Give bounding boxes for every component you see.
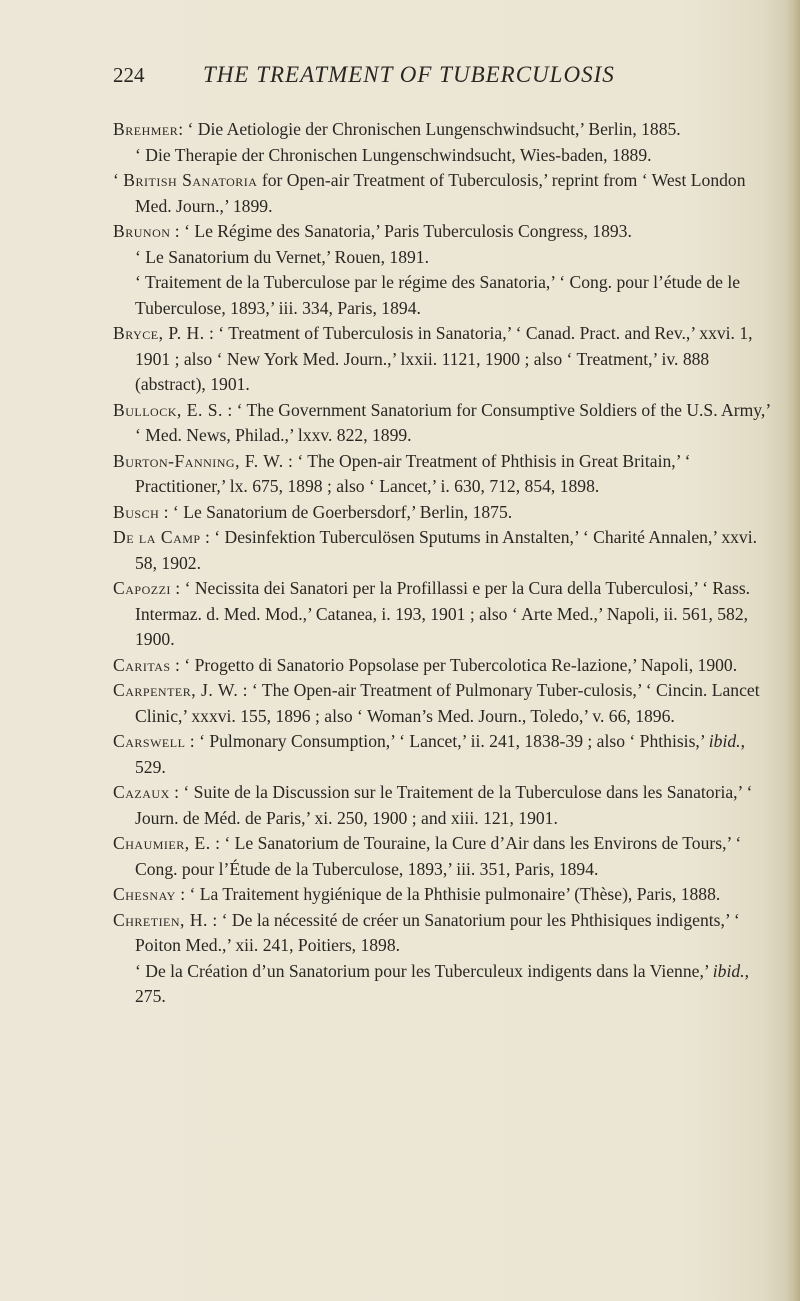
bibliography-entry — [113, 831, 773, 882]
entry-text: ‘ Traitement de la Tuberculose par le régime des Sanatoria,’ ‘ Cong. pour l’étude de le Tuberculose, 1893,’ iii. 334, Paris, 1894. — [135, 272, 741, 318]
entry-text: : ‘ Suite de la Discussion sur le Traitement de la Tuberculose dans les Sanatoria,’ ‘ Journ. de Méd. de Paris,’ xi. 250, 1900 ; and xiii. 121, 1901. — [135, 782, 753, 828]
bibliography-subentry — [113, 245, 773, 271]
entry-text: : ‘ Treatment of Tuberculosis in Sanatoria,’ ‘ Canad. Pract. and Rev.,’ xxvi. 1, 1901 ; also ‘ New York Med. Journ.,’ lxxii. 1121, 1900 ; also ‘ Treatment,’ iv. 888 (abstract), 1901. — [135, 323, 753, 394]
entry-author: Bullock, E. S. — [113, 399, 223, 420]
entry-text: : ‘ Progetto di Sanatorio Popsolase per Tubercolotica Re-lazione,’ Napoli, 1900. — [170, 654, 738, 675]
entry-author: Chaumier, E. — [113, 833, 211, 853]
entry-author: Chesnay — [113, 884, 176, 904]
page-edge-shadow — [786, 0, 800, 1301]
bibliography-entry — [113, 321, 773, 398]
entry-author: British Sanatoria — [123, 170, 258, 190]
bibliography-entry — [113, 117, 773, 143]
entry-author: Brunon — [113, 221, 171, 241]
entry-text: : ‘ Necissita dei Sanatori per la Profillassi e per la Cura della Tuberculosi,’ ‘ Rass. Intermaz. d. Med. Mod.,’ Catanea, i. 193, 1901 ; also ‘ Arte Med.,’ Napoli, ii. 561, 582, 1900. — [135, 578, 751, 649]
entry-text: ‘ Le Sanatorium du Vernet,’ Rouen, 1891. — [135, 246, 429, 267]
bibliography-subentry — [113, 270, 773, 321]
entry-author: Chretien, H. — [113, 909, 208, 930]
entry-text: : ‘ Le Régime des Sanatoria,’ Paris Tuberculosis Congress, 1893. — [170, 221, 632, 241]
entry-italic: ibid. — [712, 960, 745, 981]
entry-author: Burton-Fanning, F. W. — [113, 450, 284, 471]
entry-text: : ‘ De la nécessité de créer un Sanatorium pour les Phthisiques indigents,’ ‘ Poiton Med.,’ xii. 241, Poitiers, 1898. — [135, 909, 740, 955]
entry-text: : ‘ The Government Sanatorium for Consumptive Soldiers of the U.S. Army,’ ‘ Med. News, Philad.,’ lxxv. 822, 1899. — [135, 399, 770, 445]
entry-text: : ‘ La Traitement hygiénique de la Phthisie pulmonaire’ (Thèse), Paris, 1888. — [175, 884, 721, 904]
entry-lead: ‘ — [113, 170, 124, 190]
entry-author: Caritas — [113, 654, 171, 675]
entry-text: , 529. — [135, 731, 745, 777]
entry-author: Busch — [113, 501, 160, 522]
bibliography-entry — [113, 219, 773, 245]
entry-author: Bryce, P. H. — [113, 323, 205, 343]
entry-author: De la Camp — [113, 527, 201, 547]
entry-author: Carpenter, J. W. — [113, 680, 239, 700]
bibliography-entry — [113, 168, 773, 219]
entry-text: : ‘ The Open-air Treatment of Phthisis in Great Britain,’ ‘ Practitioner,’ lx. 675, 1898 ; also ‘ Lancet,’ i. 630, 712, 854, 1898. — [135, 450, 691, 496]
bibliography-subentry — [113, 143, 773, 169]
bibliography-entry — [113, 729, 773, 780]
bibliography-entry — [113, 398, 773, 449]
bibliography-subentry — [113, 959, 773, 1010]
running-title: THE TREATMENT OF TUBERCULOSIS — [203, 62, 615, 87]
bibliography-entry — [113, 576, 773, 653]
page-number: 224 — [113, 63, 145, 87]
bibliography-entry — [113, 500, 773, 526]
bibliography-entry — [113, 678, 773, 729]
bibliography-entry — [113, 449, 773, 500]
entry-author: Brehmer — [113, 119, 179, 139]
entry-text: : ‘ The Open-air Treatment of Pulmonary Tuber-culosis,’ ‘ Cincin. Lancet Clinic,’ xxxvi. 155, 1896 ; also ‘ Woman’s Med. Journ., Toledo,’ v. 66, 1896. — [135, 680, 760, 726]
entry-author: Carswell — [113, 731, 186, 751]
entry-author: Capozzi — [113, 578, 171, 598]
bibliography-list — [113, 117, 773, 1010]
entry-text: ‘ Die Therapie der Chronischen Lungenschwindsucht, Wies-baden, 1889. — [135, 144, 652, 165]
entry-text: : ‘ Le Sanatorium de Goerbersdorf,’ Berlin, 1875. — [159, 501, 513, 522]
entry-text: : ‘ Le Sanatorium de Touraine, la Cure d’Air dans les Environs de Tours,’ ‘ Cong. pour l’Étude de la Tuberculose, 1893,’ iii. 351, Paris, 1894. — [135, 833, 742, 879]
entry-text: : ‘ Pulmonary Consumption,’ ‘ Lancet,’ ii. 241, 1838-39 ; also ‘ Phthisis,’ — [185, 731, 709, 751]
entry-author: Cazaux — [113, 782, 170, 802]
entry-text: : ‘ Die Aetiologie der Chronischen Lungenschwindsucht,’ Berlin, 1885. — [178, 119, 681, 139]
bibliography-entry — [113, 525, 773, 576]
entry-text: for Open-air Treatment of Tuberculosis,’ reprint from ‘ West London Med. Journ.,’ 1899. — [135, 170, 746, 216]
entry-text: ‘ De la Création d’un Sanatorium pour les Tuberculeux indigents dans la Vienne,’ — [135, 960, 713, 981]
bibliography-entry — [113, 882, 773, 908]
bibliography-entry — [113, 653, 773, 679]
bibliography-entry — [113, 908, 773, 959]
entry-italic: ibid. — [708, 731, 741, 751]
entry-text: : ‘ Desinfektion Tuberculösen Sputums in Anstalten,’ ‘ Charité Annalen,’ xxvi. 58, 1902. — [135, 527, 757, 573]
bibliography-entry — [113, 780, 773, 831]
entry-text: , 275. — [135, 960, 749, 1006]
running-header — [113, 60, 713, 90]
